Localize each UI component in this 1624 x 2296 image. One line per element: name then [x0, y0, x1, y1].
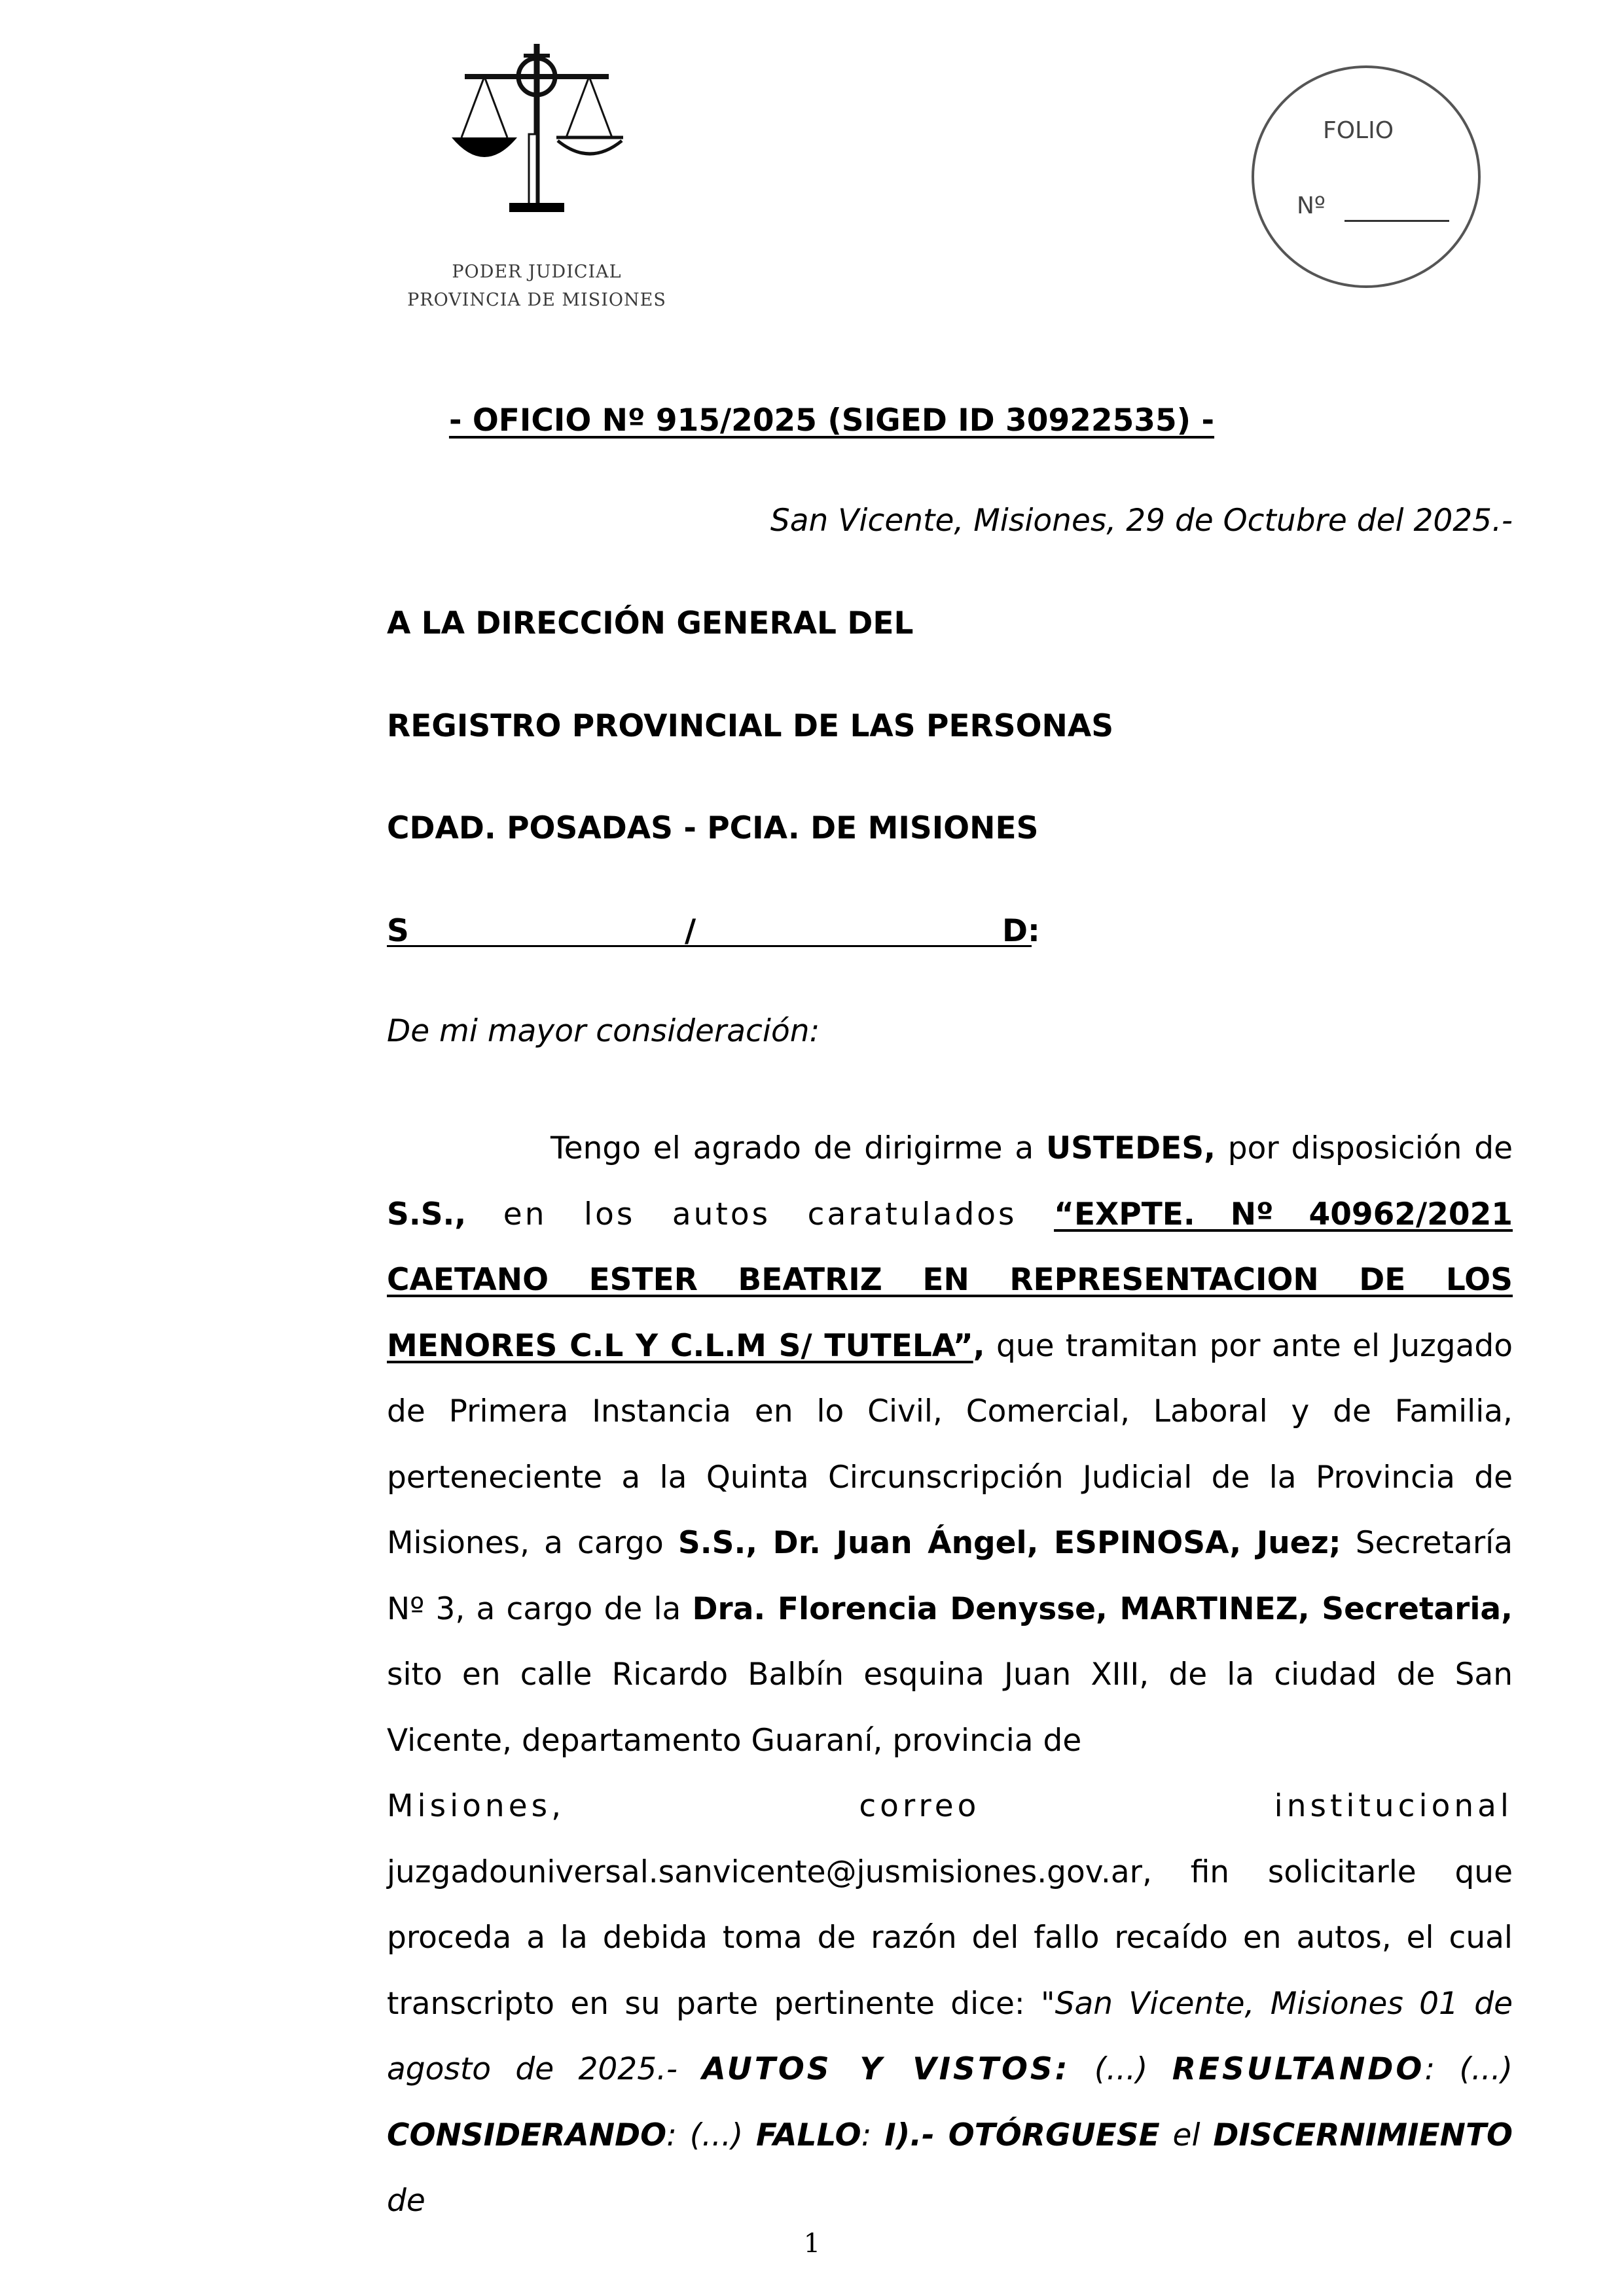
folio-number-blank [1344, 220, 1449, 222]
body-bold-segment: USTEDES, [1045, 1130, 1216, 1166]
body-text-segment: sito en calle Ricardo Balbín esquina Juan XIII, de la ciudad de San Vicente, departamento Guaraní, provincia de [387, 1657, 1513, 1759]
quote-text: de [387, 2183, 425, 2219]
body-text [387, 1116, 1513, 2234]
document-title: - OFICIO Nº 915/2025 (SIGED ID 30922535) - [448, 403, 1215, 439]
institutional-email: juzgadouniversal.sanvicente@jusmisiones.gov.ar, [387, 1854, 1152, 1890]
folio-number-label: Nº [1297, 192, 1326, 219]
body-text-segment: que tramitan por ante el Juzgado de Primera Instancia en lo Civil, Comercial, Laboral y de Familia, perteneciente a la Quinta Circunscripción Judicial de la Provincia de Misiones, a cargo [387, 1327, 1513, 1561]
quote-text: : (...) [666, 2117, 757, 2153]
folio-label: FOLIO [1323, 117, 1394, 144]
logo-line-poder-judicial: PODER JUDICIAL [452, 262, 622, 282]
body-text-segment: por disposición de [1216, 1130, 1513, 1166]
addressee-line-3: CDAD. POSADAS - PCIA. DE MISIONES [387, 810, 1039, 846]
quote-text: (...) [1070, 2051, 1172, 2087]
greeting: De mi mayor consideración: [387, 1013, 820, 1049]
secretary-name: Dra. Florencia Denysse, MARTINEZ, Secretaria, [692, 1590, 1513, 1627]
body-spaced-line [387, 1774, 1513, 1840]
logo-line-provincia: PROVINCIA DE MISIONES [407, 290, 666, 310]
quote-text: : [861, 2117, 885, 2153]
body-bold-segment: S.S., [387, 1196, 467, 1232]
addressee-line-1: A LA DIRECCIÓN GENERAL DEL [387, 605, 914, 641]
poder-judicial-logo [393, 36, 694, 310]
quote-text: "San Vicente, Misiones 01 de agosto de 2025.- [387, 1985, 1513, 2087]
quote-text: : (...) [1424, 2051, 1513, 2087]
judge-name: S.S., Dr. Juan Ángel, ESPINOSA, Juez; [677, 1525, 1341, 1561]
scales-of-justice-icon [439, 36, 635, 232]
sd-slash: / [685, 913, 696, 949]
body-text-segment: Tengo el agrado de dirigirme a [550, 1130, 1046, 1166]
body-text-segment: en los autos caratulados [466, 1196, 1055, 1232]
body-continuation [387, 1840, 1513, 2234]
body-text-segment: fin solicitarle que proceda a la debida toma de razón del fallo recaído en autos, el cual transcripto en su parte pertinente dice: [387, 1854, 1513, 2022]
quote-bold: CONSIDERANDO [387, 2117, 667, 2153]
date-line: San Vicente, Misiones, 29 de Octubre del 2025.- [770, 503, 1513, 539]
sd-underline [387, 945, 1032, 947]
addressee-line-2: REGISTRO PROVINCIAL DE LAS PERSONAS [387, 708, 1114, 744]
quote-bold: I).- OTÓRGUESE [884, 2117, 1160, 2153]
quote-bold: AUTOS Y VISTOS: [702, 2051, 1070, 2087]
sd-d: D: [1002, 913, 1040, 949]
body-text-segment: Secretaría Nº 3, a cargo de la [387, 1525, 1513, 1627]
su-despacho-line [387, 913, 1041, 952]
quote-bold: DISCERNIMIENTO [1213, 2117, 1513, 2153]
body-text-segment: correo [859, 1788, 981, 1824]
body-paragraph [387, 1116, 1513, 1774]
body-text-segment: Misiones, [387, 1788, 566, 1824]
body-bold-segment: , [973, 1327, 985, 1364]
body-text-segment: institucional [1274, 1788, 1513, 1824]
case-title: “EXPTE. Nº 40962/2021 CAETANO ESTER BEATRIZ EN REPRESENTACION DE LOS MENORES C.L Y C.L.M S/ TUTELA” [387, 1196, 1513, 1364]
sd-s: S [387, 913, 409, 949]
quote-bold: RESULTANDO [1172, 2051, 1425, 2087]
folio-stamp [1252, 65, 1481, 288]
page-number: 1 [803, 2229, 821, 2259]
quote-bold: FALLO [756, 2117, 861, 2153]
quote-text: el [1159, 2117, 1214, 2153]
